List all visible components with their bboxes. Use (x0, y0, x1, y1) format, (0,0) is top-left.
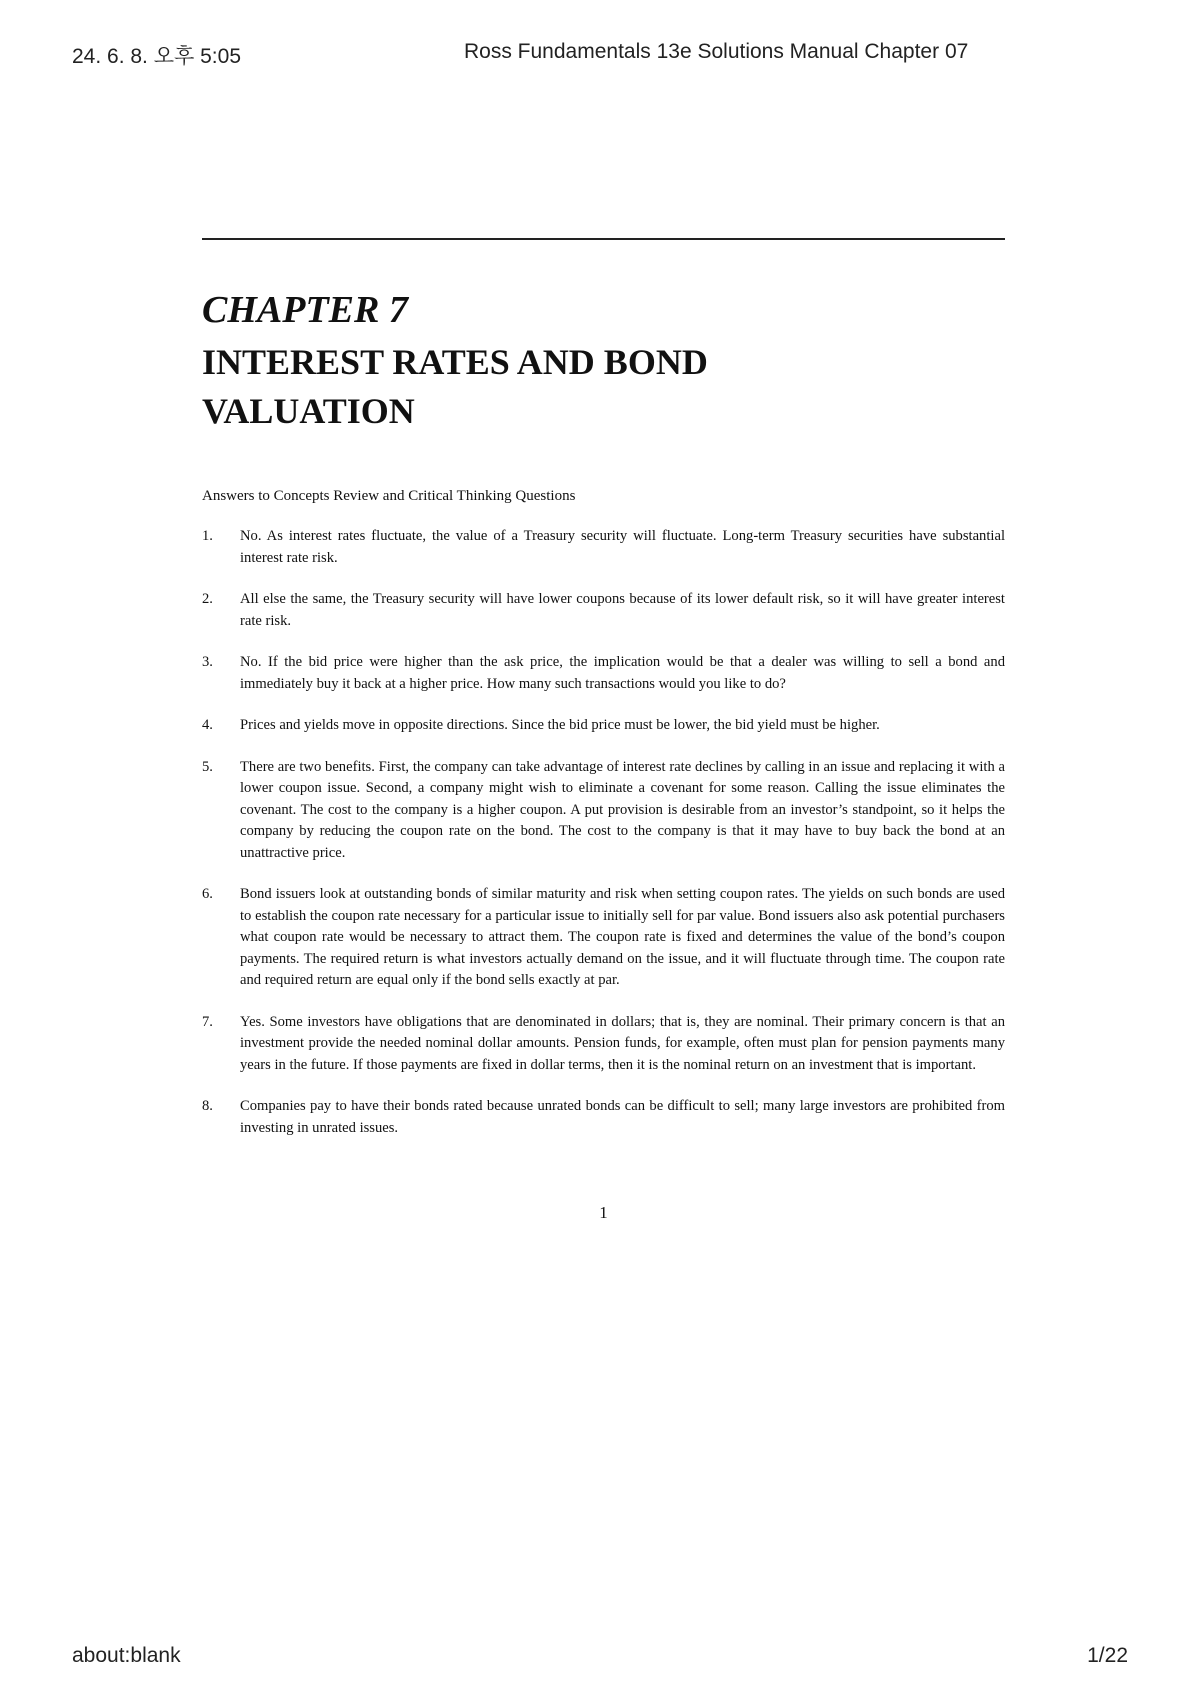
answer-number: 4. (202, 717, 213, 733)
document-page (202, 238, 1005, 1223)
answer-text: No. As interest rates fluctuate, the value of a Treasury security will fluctuate. Long-term Treasury securities have substantial interest rate risk. (240, 528, 1005, 566)
answer-text: No. If the bid price were higher than the ask price, the implication would be that a dealer was willing to sell a bond and immediately buy it back at a higher price. How many such transactions would you like to do? (240, 654, 1005, 692)
answer-number: 1. (202, 528, 213, 544)
answer-number: 8. (202, 1098, 213, 1114)
print-url: about:blank (72, 1644, 181, 1667)
answer-item (202, 1012, 1005, 1077)
answer-number: 3. (202, 654, 213, 670)
answer-item (202, 715, 1005, 737)
section-heading: Answers to Concepts Review and Critical Thinking Questions (202, 488, 576, 504)
answer-text: All else the same, the Treasury security will have lower coupons because of its lower default risk, so it will have greater interest rate risk. (240, 591, 1005, 629)
answer-item (202, 884, 1005, 992)
chapter-label: CHAPTER 7 (202, 289, 408, 331)
print-page-indicator: 1/22 (1087, 1644, 1128, 1667)
answer-text: There are two benefits. First, the company can take advantage of interest rate declines by calling in an issue and replacing it with a lower coupon issue. Second, a company might wish to eliminate a covenant for some reason. Calling the issue eliminates the covenant. The cost to the company is a higher coupon. A put provision is desirable from an investor’s standpoint, so it helps the company by reducing the coupon rate on the bond. The cost to the company is that it may have to buy back the bond at an unattractive price. (240, 758, 1005, 861)
answer-list (202, 526, 1005, 1139)
print-date: 24. 6. 8. 오후 5:05 (72, 45, 242, 68)
answer-item (202, 589, 1005, 632)
answer-item (202, 757, 1005, 865)
answer-text: Prices and yields move in opposite directions. Since the bid price must be lower, the bid yield must be higher. (240, 717, 880, 733)
print-footer (72, 1644, 1128, 1674)
page-number: 1 (599, 1203, 608, 1222)
answer-number: 6. (202, 886, 213, 902)
chapter-title-line-2: VALUATION (202, 391, 415, 431)
chapter-title (202, 338, 1005, 436)
answer-number: 7. (202, 1013, 213, 1030)
answer-item (202, 1096, 1005, 1139)
answer-text: Yes. Some investors have obligations that are denominated in dollars; that is, they are nominal. Their primary concern is that an investment provide the needed nominal dollar amounts. Pension funds, for example, often must plan for pension payments many years in the future. If those payments are fixed in dollar terms, then it is the nominal return on an investment that is important. (240, 1013, 1005, 1073)
print-document-title: Ross Fundamentals 13e Solutions Manual Chapter 07 (464, 40, 969, 63)
print-header (72, 40, 1128, 70)
chapter-title-line-1: INTEREST RATES AND BOND (202, 342, 708, 382)
answer-item (202, 652, 1005, 695)
top-rule-divider (202, 238, 1005, 240)
answer-text: Bond issuers look at outstanding bonds of similar maturity and risk when setting coupon rates. The yields on such bonds are used to establish the coupon rate necessary for a particular issue to initially sell for par value. Bond issuers also ask potential purchasers what coupon rate would be necessary to attract them. The coupon rate is fixed and determines the value of the bond’s coupon payments. The required return is what investors actually demand on the issue, and it will fluctuate through time. The coupon rate and required return are equal only if the bond sells exactly at par. (240, 886, 1005, 988)
answer-item (202, 526, 1005, 569)
answer-number: 5. (202, 758, 213, 775)
answer-number: 2. (202, 591, 213, 607)
answer-text: Companies pay to have their bonds rated because unrated bonds can be difficult to sell; many large investors are prohibited from investing in unrated issues. (240, 1098, 1005, 1136)
